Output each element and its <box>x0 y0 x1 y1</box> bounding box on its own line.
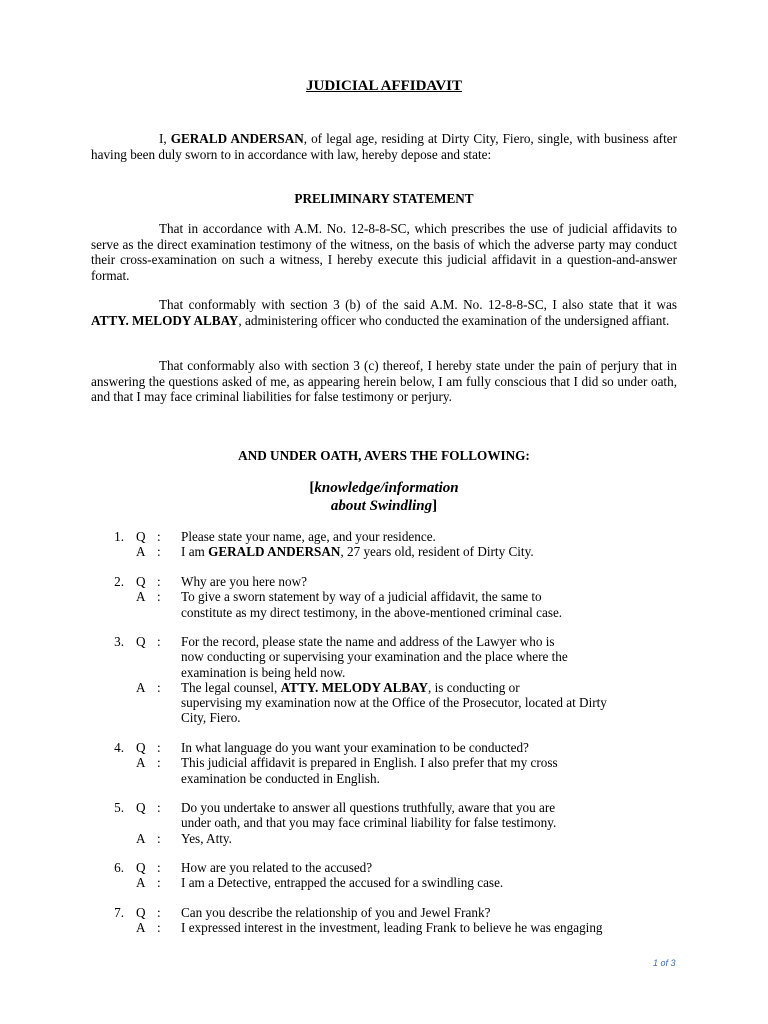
section-title <box>0 479 768 515</box>
qa-line <box>0 634 768 649</box>
question-label: Q <box>136 860 146 875</box>
label-colon: : <box>157 755 161 771</box>
qa-line <box>0 695 768 710</box>
question-label: Q <box>136 800 146 815</box>
qa-line <box>0 875 768 890</box>
question-number: 1. <box>114 529 124 544</box>
answer-text: supervising my examination now at the Office of the Prosecutor, located at Dirty <box>181 695 607 711</box>
question-text: Do you undertake to answer all questions truthfully, aware that you are <box>181 800 556 815</box>
preliminary-heading: PRELIMINARY STATEMENT <box>294 191 474 206</box>
answer-text <box>181 680 677 695</box>
label-colon: : <box>157 529 161 544</box>
question-text: Can you describe the relationship of you and Jewel Frank? <box>181 905 491 920</box>
question-label: Q <box>136 574 146 589</box>
paragraph-2-post: , administering officer who conducted the examination of the undersigned affiant. <box>238 312 670 328</box>
answer-text <box>181 544 677 559</box>
answer-text: City, Fiero. <box>181 710 241 726</box>
label-colon: : <box>157 574 161 589</box>
qa-item <box>0 860 768 891</box>
section-title-line-2: about Swindling <box>330 498 433 514</box>
question-label: Q <box>136 529 146 544</box>
qa-line <box>0 649 768 664</box>
question-number: 3. <box>114 634 124 649</box>
qa-item <box>0 574 768 620</box>
label-colon: : <box>157 920 161 936</box>
qa-line <box>0 800 768 815</box>
qa-line <box>0 815 768 830</box>
qa-item <box>0 529 768 560</box>
qa-line <box>0 740 768 755</box>
paragraph-3-text: That conformably also with section 3 (c) thereof, I hereby state under the pain of perjury that in answering the questions asked of me, as appearing herein below, I am fully conscious that I did so under oath, and that I may face criminal liabilities for false testimony or perjury. <box>91 358 677 404</box>
answer-text: I am a Detective, entrapped the accused for a swindling case. <box>181 875 504 891</box>
question-text: examination is being held now. <box>181 664 346 680</box>
paragraph-1-text: That in accordance with A.M. No. 12-8-8-SC, which prescribes the use of judicial affidavits to serve as the direct examination testimony of the witness, on the basis of which the adverse party may conduct their cross-examination on such a witness, I hereby execute this judicial affidavit in a question-and-answer format. <box>91 221 677 283</box>
qa-line <box>0 771 768 786</box>
label-colon: : <box>157 544 161 560</box>
qa-line <box>0 831 768 846</box>
answer-name: GERALD ANDERSAN <box>208 544 341 560</box>
answer-text: examination be conducted in English. <box>181 770 380 786</box>
label-colon: : <box>157 830 161 846</box>
qa-item <box>0 740 768 786</box>
qa-line <box>0 860 768 875</box>
label-colon: : <box>157 740 161 755</box>
answer-name: ATTY. MELODY ALBAY <box>280 679 429 695</box>
paragraph-2 <box>91 297 677 328</box>
question-number: 6. <box>114 860 124 875</box>
answer-text: I expressed interest in the investment, leading Frank to believe he was engaging <box>181 920 603 936</box>
qa-line <box>0 589 768 604</box>
answer-label: A <box>136 589 146 605</box>
question-number: 7. <box>114 905 124 920</box>
answer-label: A <box>136 830 146 846</box>
label-colon: : <box>157 905 161 920</box>
qa-line <box>0 905 768 920</box>
question-number: 2. <box>114 574 124 589</box>
answer-text: constitute as my direct testimony, in the above-mentioned criminal case. <box>181 604 563 620</box>
label-colon: : <box>157 634 161 649</box>
answer-label: A <box>136 920 146 936</box>
question-text: Why are you here now? <box>181 574 307 589</box>
answer-text-part: , is conducting or <box>428 679 520 695</box>
intro-paragraph <box>91 131 677 162</box>
answer-label: A <box>136 875 146 891</box>
question-number: 4. <box>114 740 124 755</box>
intro-post: , of legal age, residing at Dirty City, Fiero, single, with business after having been duly sworn to in accordance with law, hereby depose and state: <box>91 131 677 162</box>
answer-label: A <box>136 544 146 560</box>
qa-item <box>0 634 768 726</box>
question-text: In what language do you want your examination to be conducted? <box>181 740 529 755</box>
question-text: now conducting or supervising your examination and the place where the <box>181 649 568 665</box>
qa-line <box>0 920 768 935</box>
qa-line <box>0 665 768 680</box>
label-colon: : <box>157 875 161 891</box>
question-text: Please state your name, age, and your residence. <box>181 529 436 544</box>
question-text: How are you related to the accused? <box>181 860 373 875</box>
label-colon: : <box>157 860 161 875</box>
qa-line <box>0 755 768 770</box>
label-colon: : <box>157 679 161 695</box>
answer-text-part: I am <box>181 544 209 560</box>
affiant-name: GERALD ANDERSAN <box>170 131 304 146</box>
answer-label: A <box>136 679 146 695</box>
page-indicator: 1 of 3 <box>653 958 676 968</box>
answer-text: This judicial affidavit is prepared in English. I also prefer that my cross <box>181 755 558 771</box>
paragraph-1 <box>91 221 677 283</box>
question-text: under oath, and that you may face criminal liability for false testimony. <box>181 815 557 831</box>
qa-line <box>0 710 768 725</box>
answer-text: To give a sworn statement by way of a judicial affidavit, the same to <box>181 589 542 605</box>
paragraph-2-pre: That conformably with section 3 (b) of the said A.M. No. 12-8-8-SC, I also state that it was <box>159 297 677 312</box>
label-colon: : <box>157 800 161 815</box>
qa-line <box>0 680 768 695</box>
paragraph-3 <box>91 358 677 405</box>
question-label: Q <box>136 905 146 920</box>
section-bracket-close: ] <box>432 498 438 514</box>
officer-name: ATTY. MELODY ALBAY <box>91 312 239 328</box>
qa-line <box>0 574 768 589</box>
answer-text-part: The legal counsel, <box>181 679 281 695</box>
answer-text: Yes, Atty. <box>181 830 232 846</box>
question-number: 5. <box>114 800 124 815</box>
answer-label: A <box>136 755 146 771</box>
intro-pre: I, <box>159 131 171 146</box>
label-colon: : <box>157 589 161 605</box>
qa-line <box>0 605 768 620</box>
oath-heading: AND UNDER OATH, AVERS THE FOLLOWING: <box>238 448 530 463</box>
qa-item <box>0 905 768 936</box>
qa-line <box>0 529 768 544</box>
qa-item <box>0 800 768 846</box>
answer-text-part: , 27 years old, resident of Dirty City. <box>340 544 534 560</box>
section-bracket-open: [ <box>309 480 315 496</box>
question-label: Q <box>136 634 146 649</box>
qa-line <box>0 544 768 559</box>
section-title-line-1: knowledge/information <box>314 480 459 496</box>
document-title: JUDICIAL AFFIDAVIT <box>305 78 462 94</box>
question-text: For the record, please state the name and address of the Lawyer who is <box>181 634 555 649</box>
question-label: Q <box>136 740 146 755</box>
